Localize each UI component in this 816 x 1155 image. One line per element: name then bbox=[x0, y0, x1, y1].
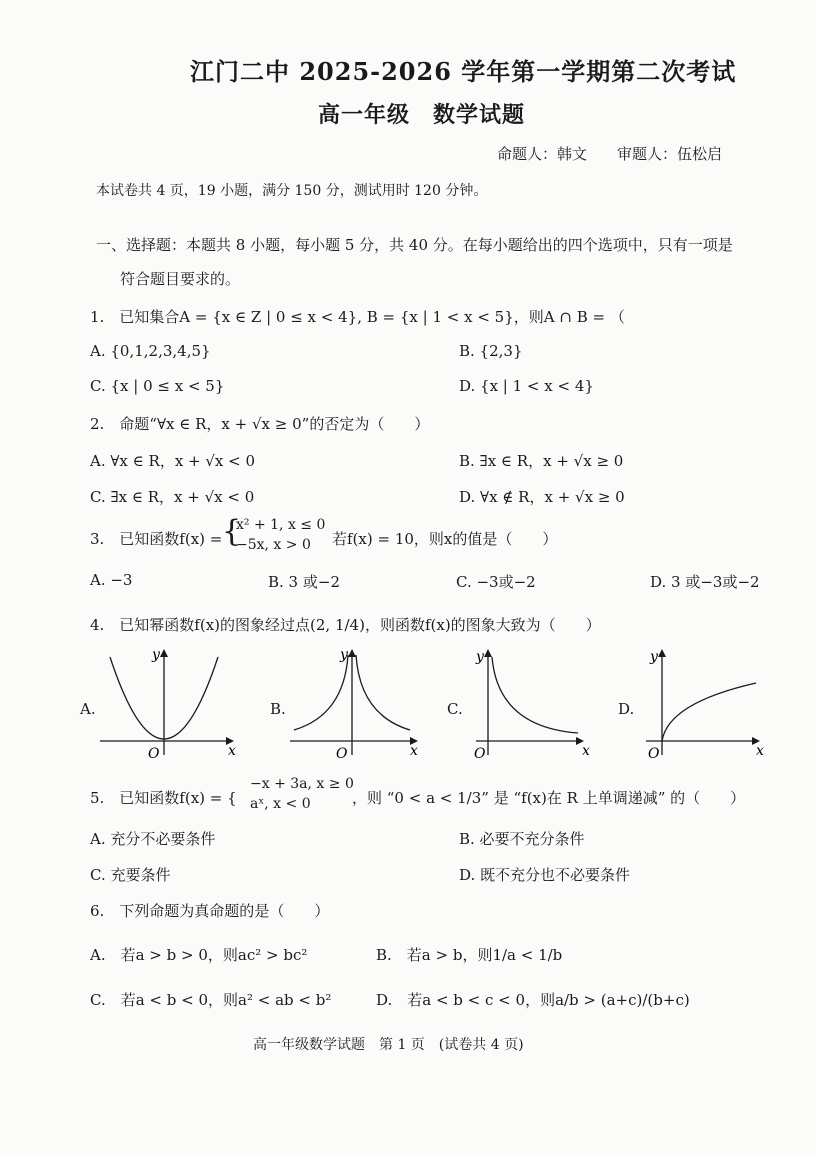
q1-option-a: A. {0,1,2,3,4,5} bbox=[90, 342, 211, 360]
q5-case-1: −x + 3a, x ≥ 0 bbox=[250, 776, 354, 792]
q6-stem: 6. 下列命题为真命题的是（ ） bbox=[90, 902, 330, 920]
q3-option-a: A. −3 bbox=[90, 571, 133, 589]
q4-graph-d-origin: O bbox=[648, 746, 660, 760]
q3-stem-pre: 3. 已知函数f(x) = bbox=[90, 530, 223, 548]
q4-graph-b-x-label: x bbox=[410, 743, 418, 759]
q4-graph-c-x-label: x bbox=[582, 743, 590, 759]
q5-case-2: aˣ, x < 0 bbox=[250, 796, 311, 812]
q6-option-a: A. 若a > b > 0，则ac² > bc² bbox=[90, 946, 308, 964]
q4-graph-a-y-label: y bbox=[152, 647, 160, 663]
q3-case-2: −5x, x > 0 bbox=[236, 537, 311, 553]
q4-graph-a-x-label: x bbox=[228, 743, 236, 759]
q4-graph-b-origin: O bbox=[336, 746, 348, 760]
q4-graph-b-y-label: y bbox=[340, 647, 348, 663]
q4-graph-d bbox=[640, 645, 780, 760]
exam-title: 江门二中 2025-2026 学年第一学期第二次考试 bbox=[190, 57, 737, 86]
q6-option-b: B. 若a > b，则1/a < 1/b bbox=[376, 946, 563, 964]
q6-option-d: D. 若a < b < c < 0，则a/b > (a+c)/(b+c) bbox=[376, 991, 690, 1009]
page-footer: 高一年级数学试题 第 1 页 (试卷共 4 页) bbox=[253, 1037, 524, 1053]
q4-stem: 4. 已知幂函数f(x)的图象经过点(2, 1/4)，则函数f(x)的图象大致为（ ） bbox=[90, 616, 601, 634]
q2-option-b: B. ∃x ∈ R，x + √x ≥ 0 bbox=[459, 452, 624, 470]
q4-graph-c-origin: O bbox=[474, 746, 486, 760]
section-heading-line2: 符合题目要求的。 bbox=[120, 270, 241, 288]
q4-graph-d-x-label: x bbox=[756, 743, 764, 759]
q3-option-b: B. 3 或−2 bbox=[268, 573, 340, 591]
q2-option-a: A. ∀x ∈ R，x + √x < 0 bbox=[90, 452, 256, 470]
q3-option-d: D. 3 或−3或−2 bbox=[650, 573, 760, 591]
q4-graph-d-y-label: y bbox=[650, 649, 658, 665]
q4-graph-b-label: B. bbox=[270, 700, 286, 718]
q4-graph-a bbox=[100, 645, 240, 760]
q5-option-b: B. 必要不充分条件 bbox=[459, 830, 585, 848]
q4-graph-c-label: C. bbox=[447, 700, 463, 718]
exam-subtitle: 高一年级 数学试题 bbox=[318, 102, 526, 128]
q5-option-c: C. 充要条件 bbox=[90, 866, 171, 884]
q1-option-b: B. {2,3} bbox=[459, 342, 523, 360]
q1-option-c: C. {x | 0 ≤ x < 5} bbox=[90, 377, 225, 395]
exam-intro: 本试卷共 4 页，19 小题，满分 150 分，测试用时 120 分钟。 bbox=[96, 183, 488, 199]
q4-graph-a-origin: O bbox=[148, 746, 160, 760]
q1-option-d: D. {x | 1 < x < 4} bbox=[459, 377, 594, 395]
q5-stem-post: ，则 “0 < a < 1/3” 是 “f(x)在 R 上单调递减” 的（ ） bbox=[352, 789, 746, 807]
q3-brace: { bbox=[222, 514, 242, 549]
exam-authors: 命题人：韩文 审题人：伍松启 bbox=[497, 145, 723, 163]
q4-graph-c bbox=[470, 645, 600, 760]
q5-option-a: A. 充分不必要条件 bbox=[90, 830, 216, 848]
q1-stem: 1. 已知集合A = {x ∈ Z | 0 ≤ x < 4}, B = {x | 1 < x < 5}，则A ∩ B = （ bbox=[90, 308, 625, 326]
q4-graph-b bbox=[290, 645, 430, 760]
q6-option-c: C. 若a < b < 0，则a² < ab < b² bbox=[90, 991, 332, 1009]
q4-graph-a-label: A. bbox=[80, 700, 96, 718]
q2-option-d: D. ∀x ∉ R，x + √x ≥ 0 bbox=[459, 488, 625, 506]
q4-graph-c-y-label: y bbox=[476, 649, 484, 665]
q3-option-c: C. −3或−2 bbox=[456, 573, 536, 591]
q3-stem-post: 若f(x) = 10，则x的值是（ ） bbox=[332, 530, 558, 548]
q2-option-c: C. ∃x ∈ R，x + √x < 0 bbox=[90, 488, 255, 506]
q5-stem-pre: 5. 已知函数f(x) = { bbox=[90, 789, 237, 807]
q2-stem: 2. 命题“∀x ∈ R，x + √x ≥ 0”的否定为（ ） bbox=[90, 415, 430, 433]
q4-graph-d-label: D. bbox=[618, 700, 635, 718]
q3-case-1: x² + 1, x ≤ 0 bbox=[236, 517, 326, 533]
q5-option-d: D. 既不充分也不必要条件 bbox=[459, 866, 631, 884]
section-heading-line1: 一、选择题：本题共 8 小题，每小题 5 分，共 40 分。在每小题给出的四个选项中，只有一项是 bbox=[96, 236, 733, 254]
